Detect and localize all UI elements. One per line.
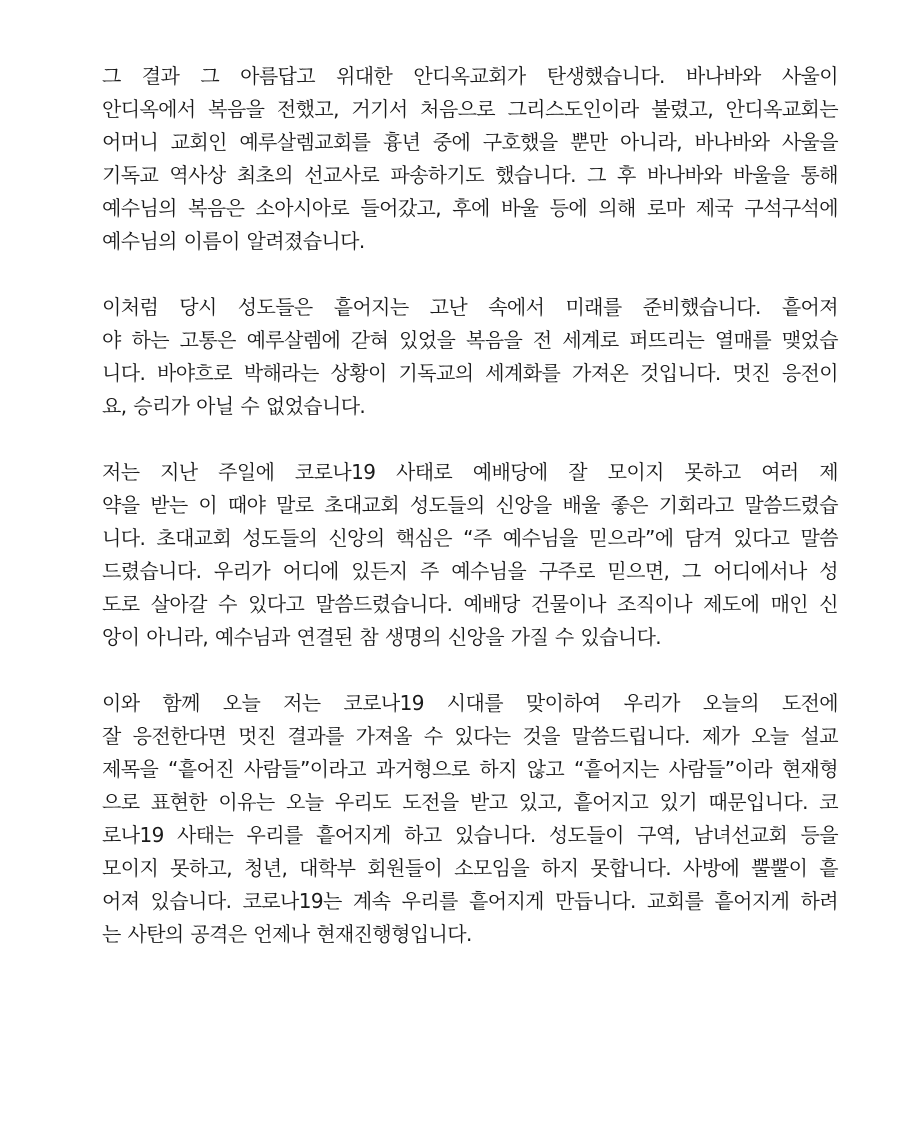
text-line: 약을 받는 이 때야 말로 초대교회 성도들의 신앙을 배울 좋은 기회라고 말씀드렸습 bbox=[102, 493, 838, 517]
text-line: 저는 지난 주일에 코로나19 사태로 예배당에 잘 모이지 못하고 여러 제 bbox=[102, 460, 838, 484]
text-line: 으로 표현한 이유는 오늘 우리도 도전을 받고 있고, 흩어지고 있기 때문입니다. 코 bbox=[102, 790, 838, 814]
text-line: 니다. 초대교회 성도들의 신앙의 핵심은 “주 예수님을 믿으라”에 담겨 있다고 말씀 bbox=[102, 526, 838, 550]
text-line: 기독교 역사상 최초의 선교사로 파송하기도 했습니다. 그 후 바나바와 바울을 통해 bbox=[102, 163, 838, 187]
text-line: 는 사탄의 공격은 언제나 현재진행형입니다. bbox=[102, 922, 472, 946]
text-line: 그 결과 그 아름답고 위대한 안디옥교회가 탄생했습니다. 바나바와 사울이 bbox=[102, 64, 838, 88]
text-line: 로나19 사태는 우리를 흩어지게 하고 있습니다. 성도들이 구역, 남녀선교회 등을 bbox=[102, 823, 838, 847]
text-line: 드렸습니다. 우리가 어디에 있든지 주 예수님을 구주로 믿으면, 그 어디에서나 성 bbox=[102, 559, 838, 583]
text-line: 야 하는 고통은 예루살렘에 갇혀 있었을 복음을 전 세계로 퍼뜨리는 열매를 맺었습 bbox=[102, 328, 838, 352]
text-line: 요, 승리가 아닐 수 없었습니다. bbox=[102, 394, 366, 418]
paragraph-4 bbox=[62, 687, 838, 951]
paragraph-2 bbox=[62, 291, 838, 423]
text-line: 모이지 못하고, 청년, 대학부 회원들이 소모임을 하지 못합니다. 사방에 뿔뿔이 흩 bbox=[102, 856, 838, 880]
text-line: 안디옥에서 복음을 전했고, 거기서 처음으로 그리스도인이라 불렸고, 안디옥교회는 bbox=[102, 97, 838, 121]
text-line: 도로 살아갈 수 있다고 말씀드렸습니다. 예배당 건물이나 조직이나 제도에 매인 신 bbox=[102, 592, 838, 616]
paragraph-1 bbox=[62, 60, 838, 258]
text-line: 예수님의 이름이 알려졌습니다. bbox=[102, 229, 365, 253]
document-page bbox=[62, 60, 838, 951]
text-line: 제목을 “흩어진 사람들”이라고 과거형으로 하지 않고 “흩어지는 사람들”이라 현재형 bbox=[102, 757, 838, 781]
paragraph-3 bbox=[62, 456, 838, 654]
text-line: 어머니 교회인 예루살렘교회를 흉년 중에 구호했을 뿐만 아니라, 바나바와 사울을 bbox=[102, 130, 838, 154]
text-line: 예수님의 복음은 소아시아로 들어갔고, 후에 바울 등에 의해 로마 제국 구석구석에 bbox=[102, 196, 838, 220]
text-line: 이처럼 당시 성도들은 흩어지는 고난 속에서 미래를 준비했습니다. 흩어져 bbox=[102, 295, 838, 319]
text-line: 어져 있습니다. 코로나19는 계속 우리를 흩어지게 만듭니다. 교회를 흩어지게 하려 bbox=[102, 889, 838, 913]
text-line: 앙이 아니라, 예수님과 연결된 참 생명의 신앙을 가질 수 있습니다. bbox=[102, 625, 662, 649]
text-line: 이와 함께 오늘 저는 코로나19 시대를 맞이하여 우리가 오늘의 도전에 bbox=[102, 691, 838, 715]
text-line: 잘 응전한다면 멋진 결과를 가져올 수 있다는 것을 말씀드립니다. 제가 오늘 설교 bbox=[102, 724, 838, 748]
text-line: 니다. 바야흐로 박해라는 상황이 기독교의 세계화를 가져온 것입니다. 멋진 응전이 bbox=[102, 361, 838, 385]
